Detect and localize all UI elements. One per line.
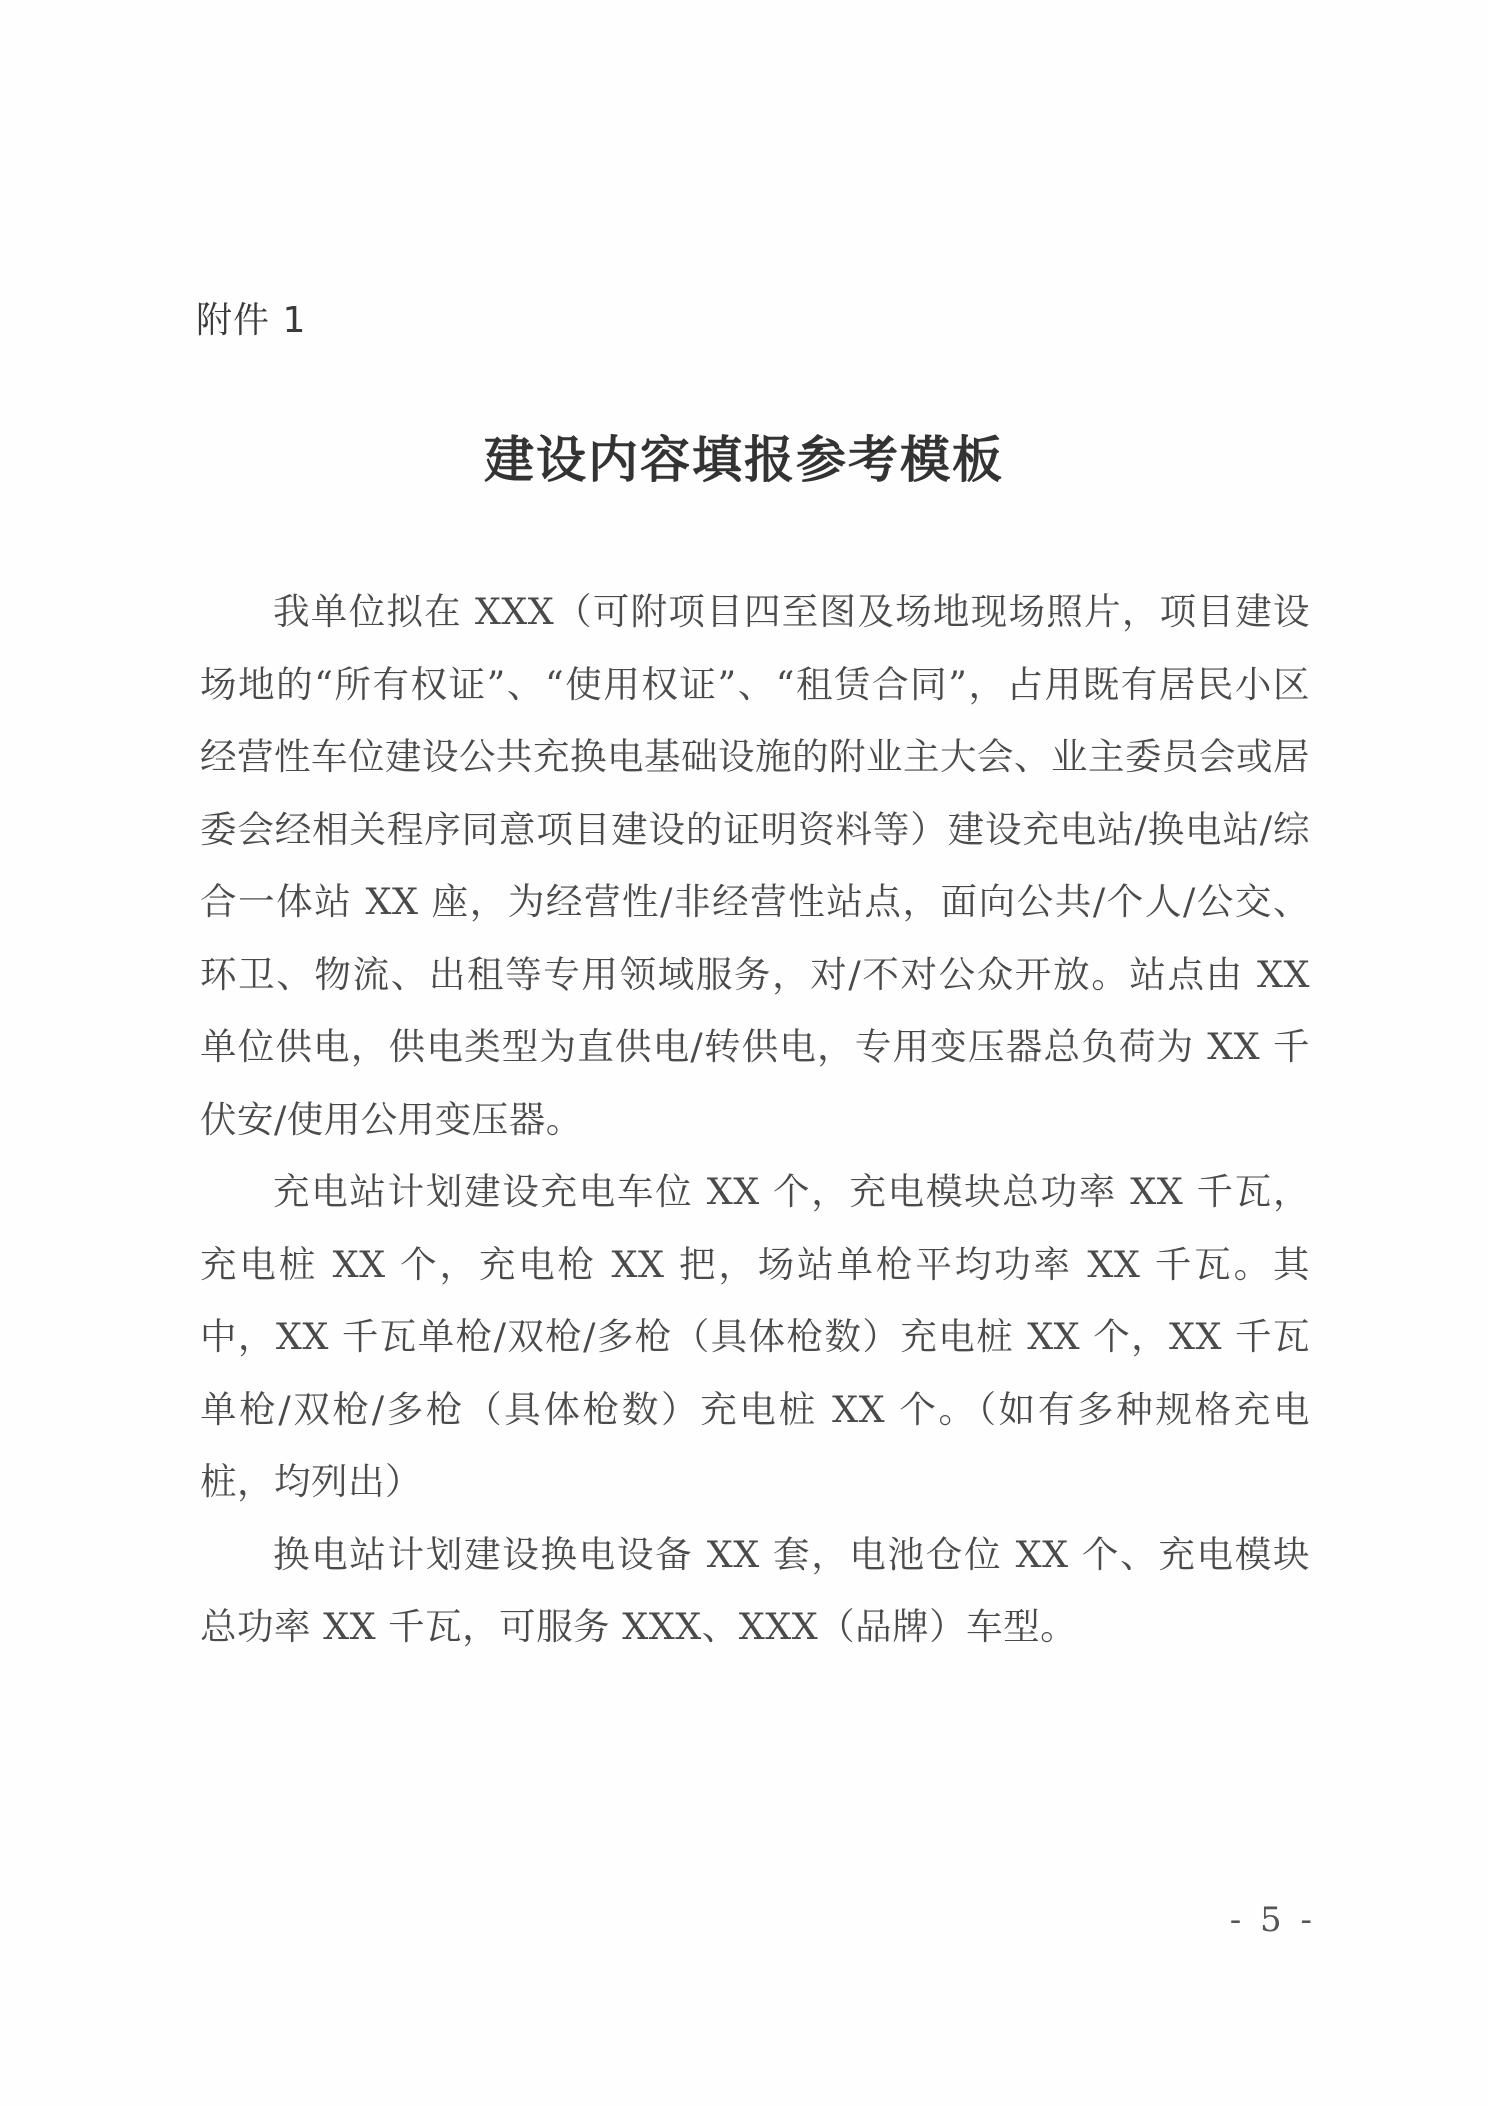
paragraph-charging-station: 充电站计划建设充电车位 XX 个，充电模块总功率 XX 千瓦，充电桩 XX 个，充电枪 XX 把，场站单枪平均功率 XX 千瓦。其中，XX 千瓦单枪/双枪/多枪（具体枪数）充电桩 XX 个，XX 千瓦单枪/双枪/多枪（具体枪数）充电桩 XX 个。（如有多种规格充电桩，均列出） (200, 1170, 1310, 1503)
document-body (200, 576, 1310, 1664)
document-title: 建设内容填报参考模板 (484, 430, 1004, 489)
paragraph-swap-station: 换电站计划建设换电设备 XX 套，电池仓位 XX 个、充电模块总功率 XX 千瓦，可服务 XXX、XXX（品牌）车型。 (200, 1532, 1310, 1648)
attachment-label: 附件 1 (196, 300, 307, 341)
paragraph-site-overview: 我单位拟在 XXX（可附项目四至图及场地现场照片，项目建设场地的“所有权证”、“使用权证”、“租赁合同”，占用既有居民小区经营性车位建设公共充换电基础设施的附业主大会、业主委员会或居委会经相关程序同意项目建设的证明资料等）建设充电站/换电站/综合一体站 XX 座，为经营性/非经营性站点，面向公共/个人/公交、环卫、物流、出租等专用领域服务，对/不对公众开放。站点由 XX 单位供电，供电类型为直供电/转供电，专用变压器总负荷为 XX 千伏安/使用公用变压器。 (200, 590, 1310, 1141)
page-number: - 5 - (1229, 1900, 1316, 1940)
